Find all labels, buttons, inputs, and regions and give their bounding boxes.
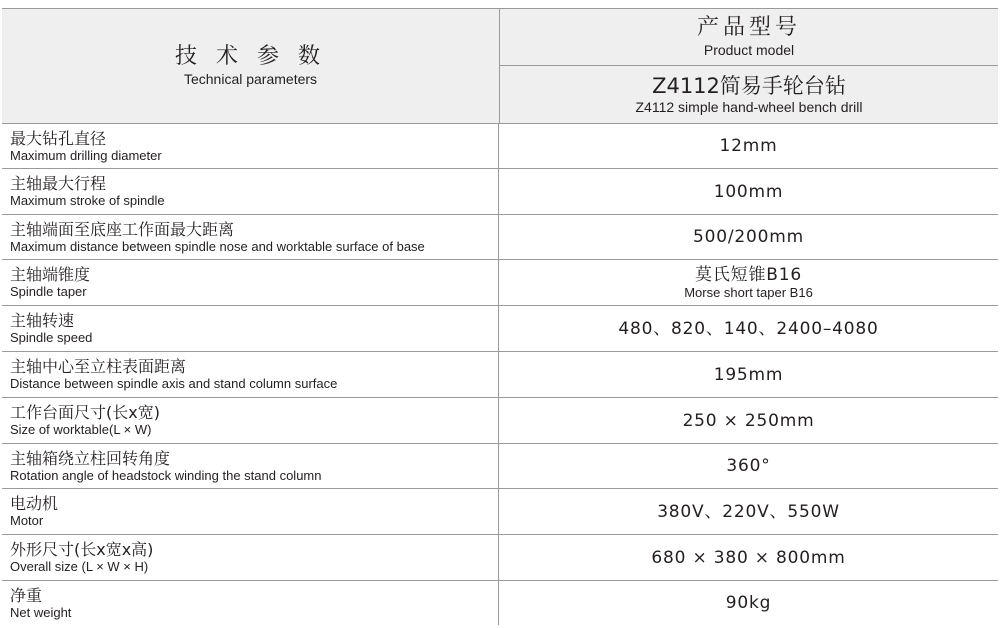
param-cell: [2, 444, 499, 488]
table-row: [2, 215, 998, 260]
table-row: [2, 306, 998, 352]
param-name-en: Distance between spindle axis and stand column surface: [10, 376, 338, 391]
value-cell: [499, 260, 998, 305]
model-label-cn: 产品型号: [696, 15, 801, 40]
value-cell: [499, 489, 998, 534]
table-row: [2, 260, 998, 306]
spec-table: [2, 8, 998, 625]
param-cell: [2, 489, 499, 534]
table-row: [2, 535, 998, 581]
value-cell: [499, 535, 998, 580]
table-row: [2, 489, 998, 535]
param-value: 480、820、140、2400–4080: [618, 318, 879, 339]
param-name-cn: 净重: [10, 585, 43, 605]
param-cell: [2, 169, 499, 214]
param-name-en: Motor: [10, 513, 44, 528]
table-row: [2, 169, 998, 215]
param-cell: [2, 215, 499, 259]
param-value: 360°: [726, 456, 771, 476]
param-name-en: Net weight: [10, 604, 72, 620]
param-name-cn: 主轴端锥度: [10, 265, 91, 284]
param-cell: [2, 535, 499, 580]
table-row: [2, 581, 998, 625]
param-value-en: Morse short taper B16: [684, 284, 813, 300]
param-name-en: Spindle speed: [10, 330, 93, 345]
param-value: 250 × 250mm: [682, 410, 815, 431]
param-value: 莫氏短锥B16: [695, 264, 802, 285]
params-header-cell: [2, 9, 500, 123]
table-row: [2, 352, 998, 398]
value-cell: [499, 398, 998, 443]
param-name-cn: 主轴中心至立柱表面距离: [10, 357, 187, 376]
param-value: 680 × 380 × 800mm: [651, 547, 846, 568]
param-value: 100mm: [713, 181, 784, 202]
param-name-en: Maximum drilling diameter: [10, 147, 162, 163]
table-header: [2, 8, 998, 124]
param-name-cn: 最大钻孔直径: [10, 128, 107, 148]
param-value: 380V、220V、550W: [657, 501, 840, 522]
param-cell: [2, 260, 499, 305]
param-name-cn: 工作台面尺寸(长x宽): [10, 403, 160, 422]
table-row: [2, 444, 998, 489]
value-cell: [499, 444, 998, 488]
param-name-en: Overall size (L × W × H): [10, 559, 149, 574]
value-cell: [499, 352, 998, 397]
value-cell: [499, 306, 998, 351]
model-header-cell: [500, 9, 998, 123]
param-name-en: Spindle taper: [10, 284, 87, 299]
param-name-en: Size of worktable(L × W): [10, 422, 152, 437]
param-name-en: Rotation angle of headstock winding the stand column: [10, 467, 322, 483]
table-row: [2, 398, 998, 444]
model-label-cell: [500, 9, 998, 66]
param-value: 12mm: [719, 136, 778, 156]
param-name-cn: 主轴端面至底座工作面最大距离: [10, 219, 235, 239]
param-name-en: Maximum stroke of spindle: [10, 193, 165, 208]
value-cell: [499, 124, 998, 168]
param-name-cn: 主轴箱绕立柱回转角度: [10, 448, 171, 468]
param-value: 500/200mm: [693, 227, 804, 247]
param-cell: [2, 581, 499, 625]
param-cell: [2, 124, 499, 168]
param-name-en: Maximum distance between spindle nose and worktable surface of base: [10, 238, 425, 254]
param-value: 195mm: [713, 364, 784, 385]
params-title-cn: 技 术 参 数: [175, 44, 326, 69]
param-cell: [2, 352, 499, 397]
param-cell: [2, 398, 499, 443]
params-title-en: Technical parameters: [183, 71, 318, 87]
param-name-cn: 外形尺寸(长x宽x高): [10, 540, 154, 559]
value-cell: [499, 581, 998, 625]
value-cell: [499, 215, 998, 259]
table-row: [2, 124, 998, 169]
model-name-cn: Z4112简易手轮台钻: [652, 73, 846, 98]
param-name-cn: 主轴最大行程: [10, 174, 107, 193]
param-name-cn: 电动机: [10, 494, 59, 513]
param-name-cn: 主轴转速: [10, 311, 75, 330]
param-cell: [2, 306, 499, 351]
model-label-en: Product model: [703, 42, 795, 58]
param-value: 90kg: [725, 593, 772, 613]
model-name-cell: [500, 66, 998, 123]
model-name-en: Z4112 simple hand-wheel bench drill: [635, 98, 863, 115]
value-cell: [499, 169, 998, 214]
